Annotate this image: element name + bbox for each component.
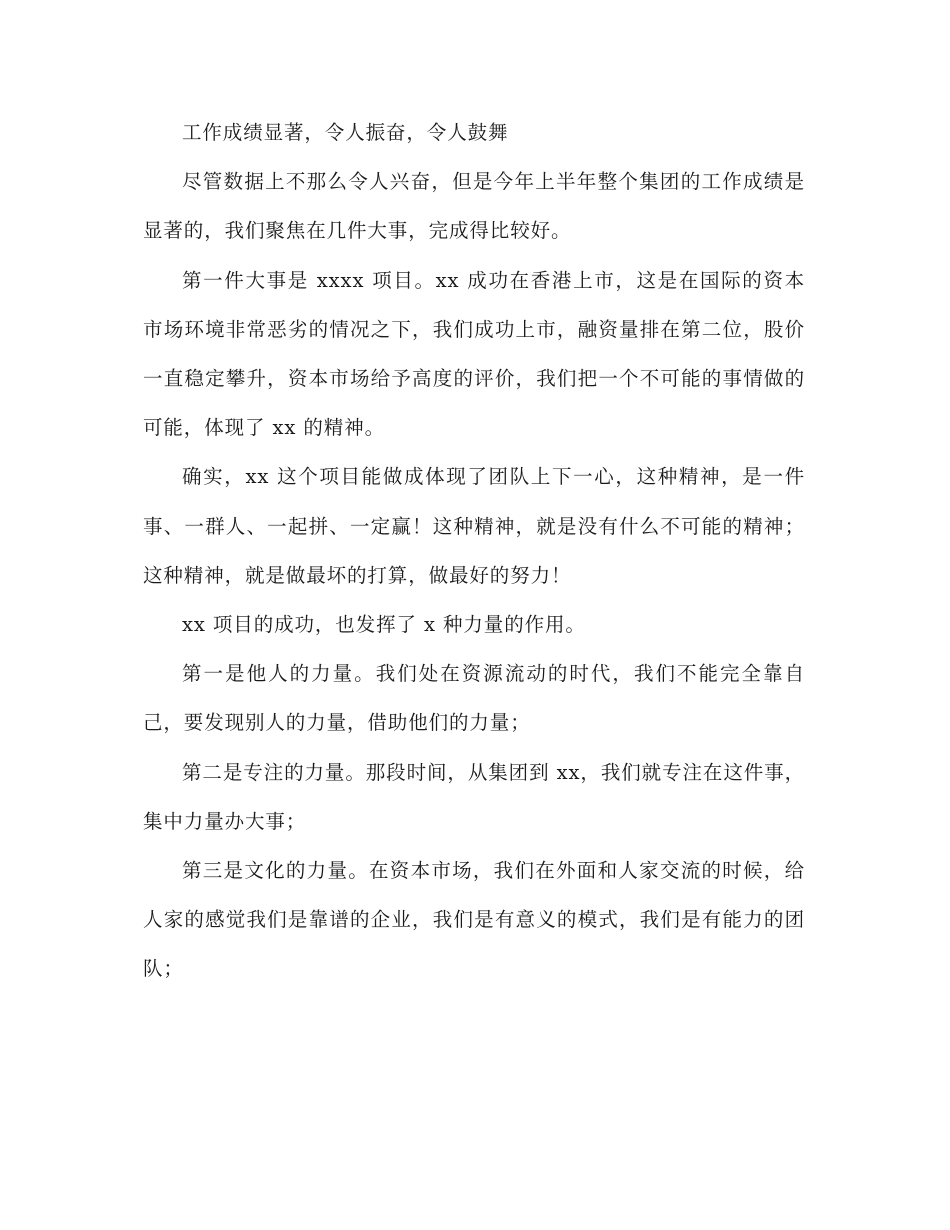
body-paragraph: xx 项目的成功，也发挥了 x 种力量的作用。 (182, 613, 586, 637)
document-body (143, 108, 805, 994)
body-paragraph: 第一件大事是 xxxx 项目。xx 成功在香港上市，这是在国际的资本市场环境非常恶劣的情况之下，我们成功上市，融资量排在第二位，股价一直稳定攀升，资本市场给予高度的评价，我们把一个不可能的事情做的可能，体现了 xx 的精神。 (143, 268, 805, 440)
heading-paragraph: 工作成绩显著，令人振奋，令人鼓舞 (182, 121, 509, 144)
body-paragraph: 第三是文化的力量。在资本市场，我们在外面和人家交流的时候，给人家的感觉我们是靠谱的企业，我们是有意义的模式，我们是有能力的团队； (143, 859, 805, 981)
body-paragraph: 尽管数据上不那么令人兴奋，但是今年上半年整个集团的工作成绩是显著的，我们聚焦在几件大事，完成得比较好。 (143, 170, 805, 243)
body-paragraph: 确实，xx 这个项目能做成体现了团队上下一心，这种精神，是一件事、一群人、一起拼、一定赢！这种精神，就是没有什么不可能的精神；这种精神，就是做最坏的打算，做最好的努力！ (143, 465, 805, 587)
body-paragraph: 第一是他人的力量。我们处在资源流动的时代，我们不能完全靠自己，要发现别人的力量，借助他们的力量； (143, 662, 805, 735)
body-paragraph: 第二是专注的力量。那段时间，从集团到 xx，我们就专注在这件事，集中力量办大事； (143, 760, 805, 833)
